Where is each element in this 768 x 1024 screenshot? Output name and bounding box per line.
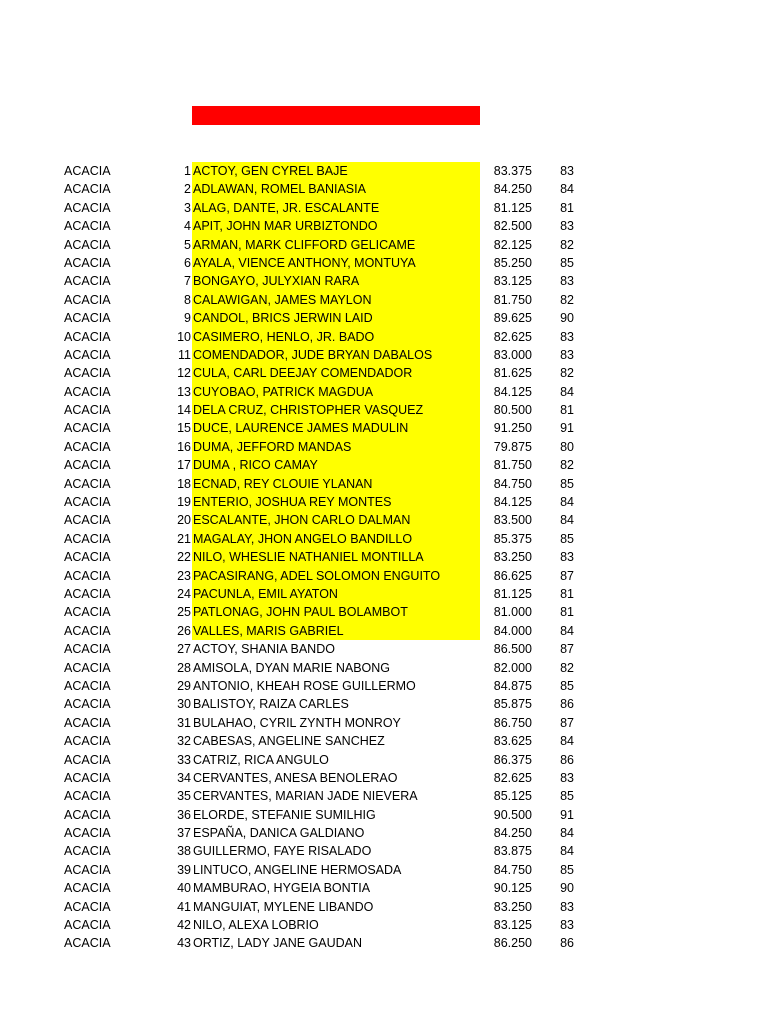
average-cell: 83.125: [493, 274, 532, 289]
section-cell: ACACIA: [64, 715, 111, 730]
table-row: [0, 548, 768, 566]
row-number-cell: 11: [178, 347, 191, 362]
table-row: [0, 934, 768, 952]
section-cell: ACACIA: [64, 605, 111, 620]
average-cell: 90.500: [493, 807, 532, 822]
final-grade-cell: 81: [560, 586, 574, 601]
student-name-cell: ESCALANTE, JHON CARLO DALMAN: [192, 511, 480, 529]
student-name-cell: ELORDE, STEFANIE SUMILHIG: [193, 807, 376, 822]
row-number-cell: 30: [177, 697, 191, 712]
table-row: [0, 217, 768, 235]
student-name-cell: DUMA , RICO CAMAY: [192, 456, 480, 474]
row-number-cell: 33: [177, 752, 191, 767]
final-grade-cell: 87: [560, 642, 574, 657]
student-name-cell: ESPAÑA, DANICA GALDIANO: [193, 826, 365, 841]
final-grade-cell: 82: [560, 366, 574, 381]
row-number-cell: 40: [177, 881, 191, 896]
average-cell: 81.125: [493, 586, 532, 601]
student-name-cell: CANDOL, BRICS JERWIN LAID: [192, 309, 480, 327]
section-cell: ACACIA: [64, 366, 111, 381]
student-name-cell: ACTOY, GEN CYREL BAJE: [192, 162, 480, 180]
row-number-cell: 19: [177, 495, 191, 510]
section-cell: ACACIA: [64, 182, 111, 197]
table-row: [0, 659, 768, 677]
average-cell: 83.375: [493, 164, 532, 178]
average-cell: 90.125: [493, 881, 532, 896]
student-name-cell: ACTOY, SHANIA BANDO: [193, 642, 335, 657]
row-number-cell: 6: [184, 255, 191, 270]
section-cell: ACACIA: [64, 752, 111, 767]
section-cell: ACACIA: [64, 495, 111, 510]
final-grade-cell: 85: [560, 531, 574, 546]
section-cell: ACACIA: [64, 899, 111, 914]
section-cell: ACACIA: [64, 862, 111, 877]
row-number-cell: 38: [177, 844, 191, 859]
student-name-cell: LINTUCO, ANGELINE HERMOSADA: [193, 862, 402, 877]
section-cell: ACACIA: [64, 642, 111, 657]
row-number-cell: 15: [177, 421, 191, 436]
row-number-cell: 4: [184, 219, 191, 234]
section-cell: ACACIA: [64, 476, 111, 491]
final-grade-cell: 84: [560, 182, 574, 197]
table-row: [0, 732, 768, 750]
student-name-cell: ALAG, DANTE, JR. ESCALANTE: [192, 199, 480, 217]
student-name-cell: PACUNLA, EMIL AYATON: [192, 585, 480, 603]
final-grade-cell: 82: [560, 237, 574, 252]
table-row: [0, 511, 768, 529]
section-cell: ACACIA: [64, 403, 111, 418]
average-cell: 85.250: [493, 255, 532, 270]
final-grade-cell: 84: [560, 513, 574, 528]
row-number-cell: 24: [177, 586, 191, 601]
section-cell: ACACIA: [64, 660, 111, 675]
average-cell: 79.875: [493, 439, 532, 454]
final-grade-cell: 87: [560, 715, 574, 730]
section-cell: ACACIA: [64, 421, 111, 436]
row-number-cell: 2: [184, 182, 191, 197]
student-name-cell: GUILLERMO, FAYE RISALADO: [193, 844, 372, 859]
section-cell: ACACIA: [64, 918, 111, 933]
table-row: [0, 199, 768, 217]
table-row: [0, 364, 768, 382]
table-row: [0, 640, 768, 658]
average-cell: 82.000: [493, 660, 532, 675]
final-grade-cell: 85: [560, 678, 574, 693]
final-grade-cell: 82: [560, 292, 574, 307]
section-cell: ACACIA: [64, 550, 111, 565]
section-cell: ACACIA: [64, 347, 111, 362]
student-name-cell: DUMA, JEFFORD MANDAS: [192, 438, 480, 456]
row-number-cell: 27: [177, 642, 191, 657]
section-cell: ACACIA: [64, 219, 111, 234]
section-cell: ACACIA: [64, 237, 111, 252]
table-row: [0, 328, 768, 346]
row-number-cell: 26: [177, 623, 191, 638]
average-cell: 83.250: [493, 899, 532, 914]
table-row: [0, 787, 768, 805]
table-row: [0, 603, 768, 621]
table-row: [0, 751, 768, 769]
row-number-cell: 1: [184, 164, 191, 178]
average-cell: 81.625: [493, 366, 532, 381]
average-cell: 86.500: [493, 642, 532, 657]
header-bar: [192, 106, 480, 125]
row-number-cell: 20: [177, 513, 191, 528]
average-cell: 84.750: [493, 476, 532, 491]
section-cell: ACACIA: [64, 623, 111, 638]
section-cell: ACACIA: [64, 513, 111, 528]
final-grade-cell: 87: [560, 568, 574, 583]
row-number-cell: 3: [184, 200, 191, 215]
table-row: [0, 291, 768, 309]
row-number-cell: 43: [177, 936, 191, 951]
average-cell: 84.875: [493, 678, 532, 693]
section-cell: ACACIA: [64, 311, 111, 326]
row-number-cell: 42: [177, 918, 191, 933]
final-grade-cell: 82: [560, 458, 574, 473]
average-cell: 85.875: [493, 697, 532, 712]
section-cell: ACACIA: [64, 568, 111, 583]
table-row: [0, 438, 768, 456]
row-number-cell: 10: [177, 329, 191, 344]
table-row: [0, 585, 768, 603]
final-grade-cell: 85: [560, 476, 574, 491]
student-name-cell: CULA, CARL DEEJAY COMENDADOR: [192, 364, 480, 382]
average-cell: 84.250: [493, 826, 532, 841]
average-cell: 84.000: [493, 623, 532, 638]
table-row: [0, 695, 768, 713]
student-name-cell: MAGALAY, JHON ANGELO BANDILLO: [192, 530, 480, 548]
student-name-cell: MAMBURAO, HYGEIA BONTIA: [193, 881, 371, 896]
row-number-cell: 34: [177, 770, 191, 785]
final-grade-cell: 85: [560, 862, 574, 877]
section-cell: ACACIA: [64, 531, 111, 546]
student-name-cell: CATRIZ, RICA ANGULO: [193, 752, 329, 767]
table-row: [0, 401, 768, 419]
section-cell: ACACIA: [64, 770, 111, 785]
student-rows: [0, 162, 768, 953]
student-name-cell: BALISTOY, RAIZA CARLES: [193, 697, 349, 712]
section-cell: ACACIA: [64, 734, 111, 749]
section-cell: ACACIA: [64, 678, 111, 693]
table-row: [0, 530, 768, 548]
final-grade-cell: 83: [560, 918, 574, 933]
average-cell: 83.500: [493, 513, 532, 528]
final-grade-cell: 81: [560, 605, 574, 620]
average-cell: 84.250: [493, 182, 532, 197]
section-cell: ACACIA: [64, 164, 111, 178]
final-grade-cell: 82: [560, 660, 574, 675]
final-grade-cell: 84: [560, 826, 574, 841]
row-number-cell: 36: [177, 807, 191, 822]
table-row: [0, 383, 768, 401]
table-row: [0, 769, 768, 787]
final-grade-cell: 80: [560, 439, 574, 454]
table-row: [0, 162, 768, 180]
average-cell: 81.750: [493, 292, 532, 307]
student-name-cell: PATLONAG, JOHN PAUL BOLAMBOT: [192, 603, 480, 621]
average-cell: 82.625: [493, 329, 532, 344]
table-row: [0, 254, 768, 272]
average-cell: 86.625: [493, 568, 532, 583]
student-name-cell: DELA CRUZ, CHRISTOPHER VASQUEZ: [192, 401, 480, 419]
table-row: [0, 567, 768, 585]
final-grade-cell: 86: [560, 697, 574, 712]
average-cell: 86.375: [493, 752, 532, 767]
average-cell: 83.875: [493, 844, 532, 859]
final-grade-cell: 90: [560, 881, 574, 896]
table-row: [0, 272, 768, 290]
table-row: [0, 493, 768, 511]
section-cell: ACACIA: [64, 807, 111, 822]
final-grade-cell: 83: [560, 550, 574, 565]
row-number-cell: 31: [177, 715, 191, 730]
table-row: [0, 309, 768, 327]
section-cell: ACACIA: [64, 439, 111, 454]
student-name-cell: ANTONIO, KHEAH ROSE GUILLERMO: [193, 678, 416, 693]
table-row: [0, 824, 768, 842]
final-grade-cell: 84: [560, 384, 574, 399]
row-number-cell: 16: [177, 439, 191, 454]
table-row: [0, 842, 768, 860]
average-cell: 83.625: [493, 734, 532, 749]
row-number-cell: 22: [177, 550, 191, 565]
student-name-cell: COMENDADOR, JUDE BRYAN DABALOS: [192, 346, 480, 364]
average-cell: 84.750: [493, 862, 532, 877]
row-number-cell: 14: [177, 403, 191, 418]
final-grade-cell: 84: [560, 844, 574, 859]
average-cell: 81.125: [493, 200, 532, 215]
final-grade-cell: 81: [560, 403, 574, 418]
average-cell: 83.250: [493, 550, 532, 565]
final-grade-cell: 83: [560, 219, 574, 234]
row-number-cell: 18: [177, 476, 191, 491]
average-cell: 89.625: [493, 311, 532, 326]
row-number-cell: 29: [177, 678, 191, 693]
row-number-cell: 32: [177, 734, 191, 749]
student-name-cell: AMISOLA, DYAN MARIE NABONG: [193, 660, 391, 675]
section-cell: ACACIA: [64, 586, 111, 601]
student-name-cell: MANGUIAT, MYLENE LIBANDO: [193, 899, 374, 914]
final-grade-cell: 91: [560, 421, 574, 436]
row-number-cell: 23: [177, 568, 191, 583]
average-cell: 84.125: [493, 384, 532, 399]
row-number-cell: 21: [177, 531, 191, 546]
final-grade-cell: 81: [560, 200, 574, 215]
final-grade-cell: 86: [560, 936, 574, 951]
final-grade-cell: 85: [560, 789, 574, 804]
row-number-cell: 9: [184, 311, 191, 326]
final-grade-cell: 83: [560, 274, 574, 289]
final-grade-cell: 91: [560, 807, 574, 822]
final-grade-cell: 86: [560, 752, 574, 767]
average-cell: 86.750: [493, 715, 532, 730]
student-name-cell: ORTIZ, LADY JANE GAUDAN: [193, 936, 363, 951]
average-cell: 86.250: [493, 936, 532, 951]
student-name-cell: PACASIRANG, ADEL SOLOMON ENGUITO: [192, 567, 480, 585]
student-name-cell: VALLES, MARIS GABRIEL: [192, 622, 480, 640]
final-grade-cell: 90: [560, 311, 574, 326]
section-cell: ACACIA: [64, 844, 111, 859]
final-grade-cell: 83: [560, 329, 574, 344]
student-name-cell: CASIMERO, HENLO, JR. BADO: [192, 328, 480, 346]
student-name-cell: BULAHAO, CYRIL ZYNTH MONROY: [193, 715, 401, 730]
student-name-cell: CERVANTES, MARIAN JADE NIEVERA: [193, 789, 418, 804]
row-number-cell: 7: [184, 274, 191, 289]
average-cell: 81.000: [493, 605, 532, 620]
average-cell: 82.500: [493, 219, 532, 234]
table-row: [0, 180, 768, 198]
final-grade-cell: 83: [560, 899, 574, 914]
table-row: [0, 714, 768, 732]
student-name-cell: CUYOBAO, PATRICK MAGDUA: [192, 383, 480, 401]
average-cell: 81.750: [493, 458, 532, 473]
table-row: [0, 677, 768, 695]
average-cell: 84.125: [493, 495, 532, 510]
table-row: [0, 236, 768, 254]
average-cell: 80.500: [493, 403, 532, 418]
row-number-cell: 25: [177, 605, 191, 620]
student-name-cell: BONGAYO, JULYXIAN RARA: [192, 272, 480, 290]
student-name-cell: AYALA, VIENCE ANTHONY, MONTUYA: [192, 254, 480, 272]
average-cell: 83.125: [493, 918, 532, 933]
row-number-cell: 39: [177, 862, 191, 877]
student-name-cell: ARMAN, MARK CLIFFORD GELICAME: [192, 236, 480, 254]
average-cell: 82.625: [493, 770, 532, 785]
table-row: [0, 806, 768, 824]
student-name-cell: ECNAD, REY CLOUIE YLANAN: [192, 475, 480, 493]
table-row: [0, 861, 768, 879]
student-name-cell: NILO, WHESLIE NATHANIEL MONTILLA: [192, 548, 480, 566]
table-row: [0, 456, 768, 474]
student-name-cell: ENTERIO, JOSHUA REY MONTES: [192, 493, 480, 511]
row-number-cell: 37: [177, 826, 191, 841]
final-grade-cell: 83: [560, 770, 574, 785]
average-cell: 85.125: [493, 789, 532, 804]
row-number-cell: 17: [177, 458, 191, 473]
final-grade-cell: 84: [560, 495, 574, 510]
section-cell: ACACIA: [64, 384, 111, 399]
section-cell: ACACIA: [64, 255, 111, 270]
final-grade-cell: 84: [560, 623, 574, 638]
average-cell: 91.250: [493, 421, 532, 436]
student-name-cell: DUCE, LAURENCE JAMES MADULIN: [192, 419, 480, 437]
table-row: [0, 916, 768, 934]
student-name-cell: ADLAWAN, ROMEL BANIASIA: [192, 180, 480, 198]
section-cell: ACACIA: [64, 697, 111, 712]
student-name-cell: NILO, ALEXA LOBRIO: [193, 918, 319, 933]
section-cell: ACACIA: [64, 274, 111, 289]
row-number-cell: 35: [177, 789, 191, 804]
section-cell: ACACIA: [64, 329, 111, 344]
row-number-cell: 28: [177, 660, 191, 675]
table-row: [0, 879, 768, 897]
row-number-cell: 12: [177, 366, 191, 381]
section-cell: ACACIA: [64, 936, 111, 951]
student-name-cell: APIT, JOHN MAR URBIZTONDO: [192, 217, 480, 235]
table-row: [0, 419, 768, 437]
student-name-cell: CALAWIGAN, JAMES MAYLON: [192, 291, 480, 309]
row-number-cell: 5: [184, 237, 191, 252]
final-grade-cell: 83: [560, 164, 574, 178]
row-number-cell: 13: [177, 384, 191, 399]
average-cell: 82.125: [493, 237, 532, 252]
section-cell: ACACIA: [64, 458, 111, 473]
row-number-cell: 8: [184, 292, 191, 307]
average-cell: 85.375: [493, 531, 532, 546]
table-row: [0, 346, 768, 364]
section-cell: ACACIA: [64, 789, 111, 804]
section-cell: ACACIA: [64, 200, 111, 215]
average-cell: 83.000: [493, 347, 532, 362]
section-cell: ACACIA: [64, 292, 111, 307]
section-cell: ACACIA: [64, 881, 111, 896]
row-number-cell: 41: [177, 899, 191, 914]
final-grade-cell: 85: [560, 255, 574, 270]
student-name-cell: CERVANTES, ANESA BENOLERAO: [193, 770, 398, 785]
table-row: [0, 475, 768, 493]
final-grade-cell: 83: [560, 347, 574, 362]
section-cell: ACACIA: [64, 826, 111, 841]
table-row: [0, 622, 768, 640]
final-grade-cell: 84: [560, 734, 574, 749]
table-row: [0, 898, 768, 916]
student-name-cell: CABESAS, ANGELINE SANCHEZ: [193, 734, 385, 749]
